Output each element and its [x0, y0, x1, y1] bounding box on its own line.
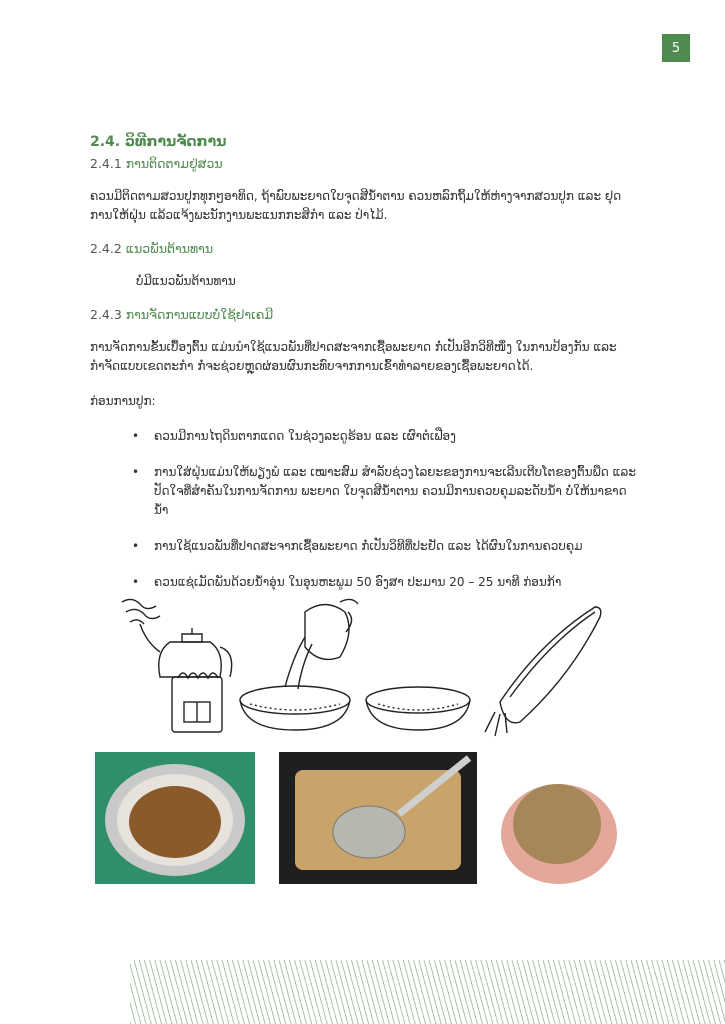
- kettle-stove-drawing: [122, 599, 232, 732]
- soaking-bowl-drawing: [366, 687, 470, 730]
- seed-soak-photo: [95, 752, 255, 884]
- list-item: [90, 537, 636, 556]
- paragraph-monitoring: ຄວນມີຕິດຕາມສວນປູກທຸກໆອາທິດ, ຖ້າພົບພະຍາດໃບຈຸດສີນ້ຳຕານ ຄວນຫລົກຖິ້ມໃຫ້ຫ່າງຈາກສວນປູກ ແລະ ຢຸດການໃຫ້ຝຸ່ນ ແລ້ວແຈ້ງພະນັກງານພະແນກກະສິກຳ ແລະ ປ່າໄມ້.: [90, 189, 622, 222]
- bullet-icon: •: [132, 539, 140, 553]
- seed-sack-drawing: [485, 607, 601, 736]
- list-item: [90, 427, 636, 446]
- seed-tray-photo: [279, 752, 477, 884]
- list-item-text: ຄວນແຊ່ເມັດພັນດ້ວຍນ້ຳອຸ່ນ ໃນອຸນຫະພູມ 50 ອົງສາ ປະມານ 20 – 25 ນາທີ ກ່ອນກ້າ: [154, 575, 562, 589]
- pouring-water-bowl-drawing: [240, 599, 358, 730]
- section-title: 2.4. ວິທີການຈັດການ: [90, 134, 227, 150]
- list-item-text: ຄວນມີການໄຖດິນຕາກແດດ ໃນຊ່ວງລະດູຮ້ອນ ແລະ ເຜົາຕໍເຟືອງ: [154, 429, 456, 443]
- decorative-stripes: [130, 960, 725, 1024]
- seed-treatment-illustration: [100, 592, 630, 742]
- subsection-number: 2.4.2: [90, 241, 122, 256]
- seed-hands-photo: [497, 752, 629, 884]
- list-item: [90, 463, 636, 520]
- paragraph-before-planting: ກ່ອນການປູກ:: [90, 394, 156, 408]
- bullet-icon: •: [132, 429, 140, 443]
- bullet-icon: •: [132, 465, 140, 479]
- subsection-2-4-1: [90, 156, 636, 171]
- page-number-badge: 5: [662, 34, 690, 62]
- subsection-title: ການຕິດຕາມຢູ່ສວນ: [125, 156, 223, 171]
- list-item: [90, 573, 636, 592]
- subsection-number: 2.4.1: [90, 156, 122, 171]
- bullet-icon: •: [132, 575, 140, 589]
- subsection-title: ການຈັດການແບບບໍ່ໃຊ້ຢາເຄມີ: [125, 307, 274, 322]
- paragraph-non-chemical: ການຈັດການຂັ້ນເບື້ອງຕົ້ນ ແມ່ນນຳໃຊ້ແນວພັນທີ່ປາດສະຈາກເຊື້ອພະຍາດ ກໍ່ເປັນອີກວິທີໜຶ່ງ ໃນການປ້ອງກັນ ແລະ ກຳຈັດແບບເຂດຕະກຳ ກໍ່ຈະຊ່ວຍຫຼຸດຜ່ອນຜົນກະທົບຈາກການເຂົ້າທຳລາຍຂອງເຊື້ອພະຍາດໄດ້.: [90, 340, 617, 373]
- paragraph-no-resistant-variety: ບໍ່ມີແນວພັນຕ້ານທານ: [136, 274, 236, 288]
- bullet-list: [90, 427, 636, 592]
- subsection-number: 2.4.3: [90, 307, 122, 322]
- subsection-2-4-2: [90, 241, 636, 256]
- list-item-text: ການໃສ່ຝຸ່ນແມ່ນໃຫ້ພຽງພໍ ແລະ ເໝາະສົມ ສຳລັບຊ່ວງໄລຍະຂອງການຈະເລີນເຕີບໂຕຂອງຕົ້ນພືດ ແລະ ປັດໃຈທີ່ສຳຄັນໃນການຈັດການ ພະຍາດ ໃບຈຸດສີນ້ຳຕານ ຄວນມີການຄວບຄຸມລະດັບນ້ຳ ບໍ່ໃຫ້ນາຂາດນ້ຳ: [154, 465, 636, 517]
- subsection-title: ແນວພັນຕ້ານທານ: [125, 241, 214, 256]
- main-content: [90, 134, 636, 609]
- list-item-text: ການໃຊ້ແນວພັນທີ່ປາດສະຈາກເຊື້ອພະຍາດ ກໍ່ເປັນວິທີທີ່ປະຢັດ ແລະ ໄດ້ຜົນໃນການຄວບຄຸມ: [154, 539, 583, 553]
- subsection-2-4-3: [90, 307, 636, 322]
